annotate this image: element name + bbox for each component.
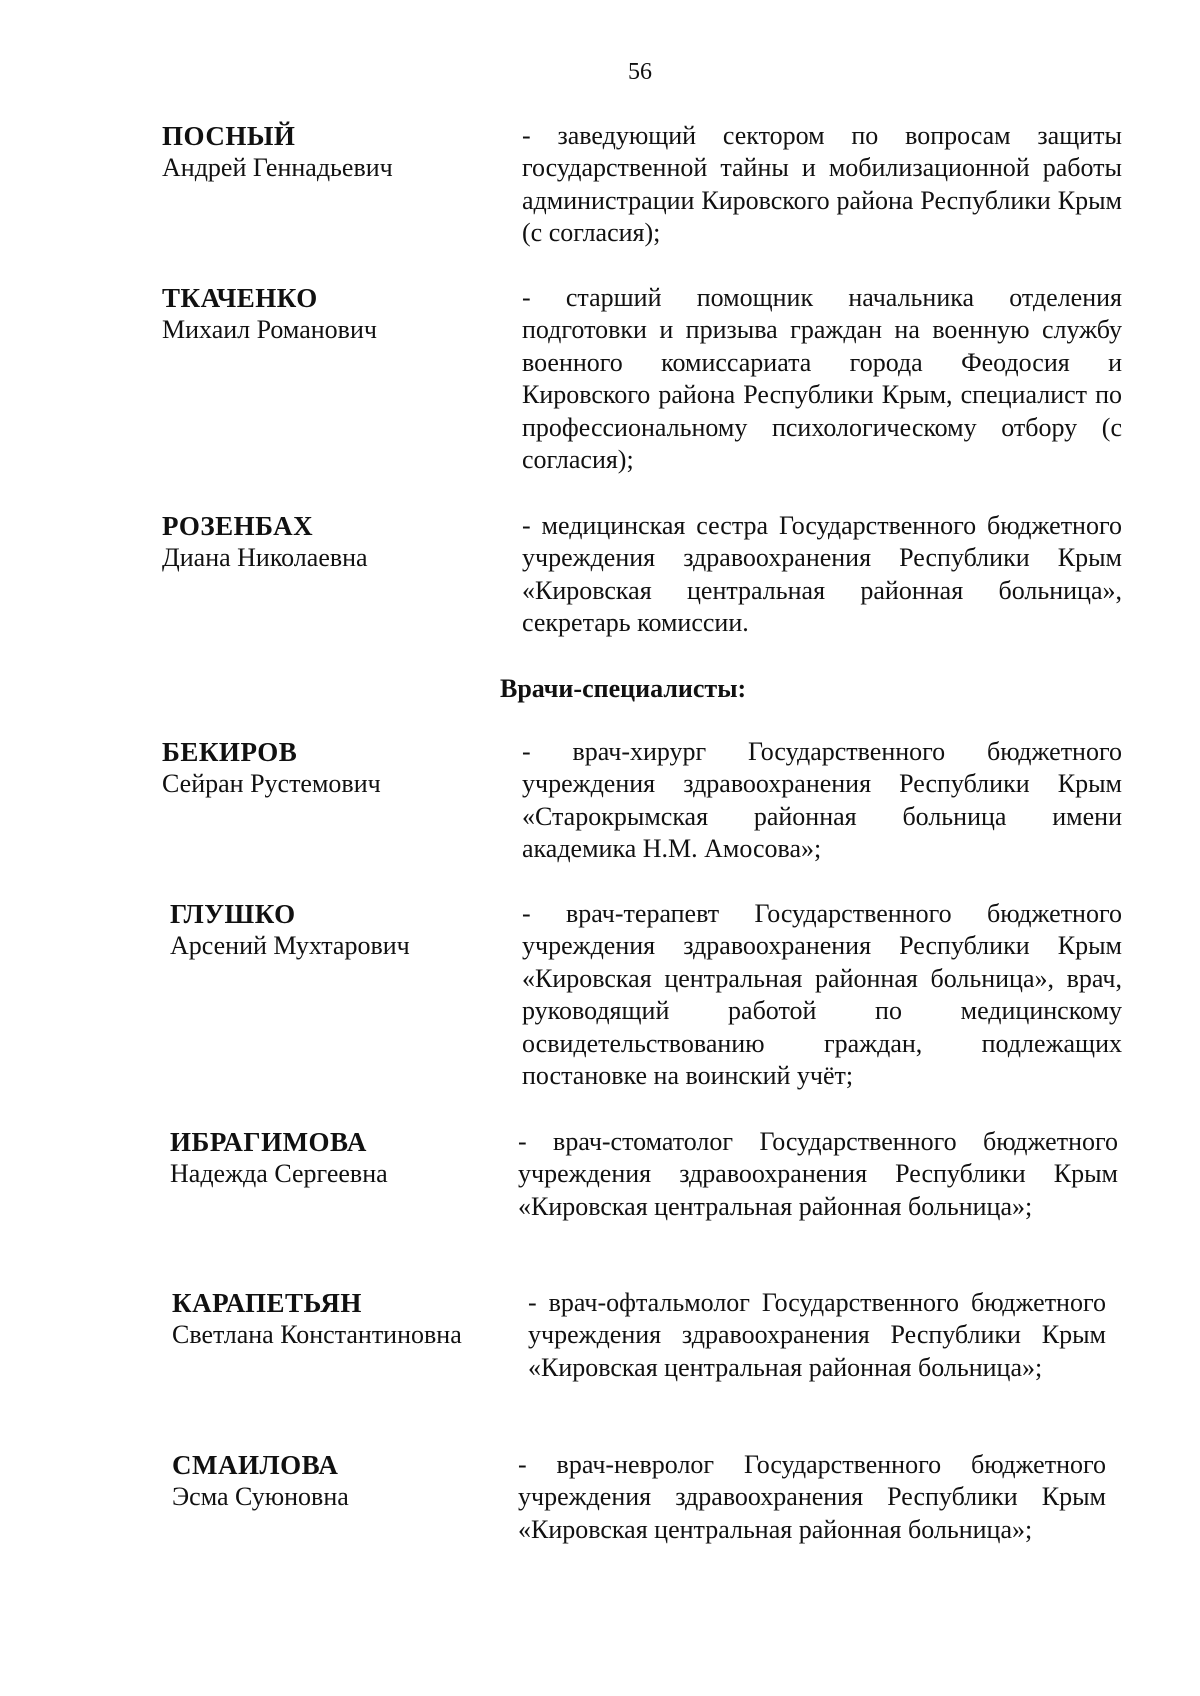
specialist-given-names: Сейран Рустемович — [162, 769, 381, 798]
specialist-surname: ИБРАГИМОВА — [170, 1127, 367, 1157]
member-surname: ПОСНЫЙ — [162, 121, 296, 151]
member-role: - заведующий сектором по вопросам защиты государственной тайны и мобилизационной работы администрации Кировского района Республики Крым (с согласия); — [522, 121, 1122, 248]
specialist-given-names: Надежда Сергеевна — [170, 1159, 388, 1188]
member-role: - старший помощник начальника отделения подготовки и призыва граждан на военную службу военного комиссариата города Феодосия и Кировского района Республики Крым, специалист по профессиональному психологическому отбору (с согласия); — [522, 283, 1122, 475]
section-heading: Врачи-специалисты: — [500, 674, 747, 703]
specialist-surname: ГЛУШКО — [170, 899, 296, 929]
specialist-surname: СМАИЛОВА — [172, 1450, 339, 1480]
member-given-names: Михаил Романович — [162, 315, 377, 344]
member-name — [162, 282, 522, 346]
member-given-names: Андрей Геннадьевич — [162, 153, 393, 182]
specialist-role: - врач-терапевт Государственного бюджетного учреждения здравоохранения Республики Крым «Кировская центральная районная больница», врач, руководящий работой по медицинскому освидетельствованию граждан, подлежащих постановке на воинский учёт; — [522, 899, 1122, 1091]
member-role: - медицинская сестра Государственного бюджетного учреждения здравоохранения Республики Крым «Кировская центральная районная больница», секретарь комиссии. — [522, 511, 1122, 638]
page-number: 56 — [628, 59, 652, 85]
specialist-surname: КАРАПЕТЬЯН — [172, 1288, 362, 1318]
specialist-name — [170, 1126, 530, 1190]
member-surname: ТКАЧЕНКО — [162, 283, 318, 313]
member-name — [162, 510, 522, 574]
specialist-name — [170, 898, 530, 962]
specialist-role: - врач-хирург Государственного бюджетного учреждения здравоохранения Республики Крым «Старокрымская районная больница имени академика Н.М. Амосова»; — [522, 737, 1122, 864]
specialist-surname: БЕКИРОВ — [162, 737, 298, 767]
specialist-given-names: Арсений Мухтарович — [170, 931, 410, 960]
member-surname: РОЗЕНБАХ — [162, 511, 314, 541]
specialist-role: - врач-невролог Государственного бюджетного учреждения здравоохранения Республики Крым «Кировская центральная районная больница»; — [518, 1450, 1106, 1544]
specialist-role: - врач-офтальмолог Государственного бюджетного учреждения здравоохранения Республики Крым «Кировская центральная районная больница»; — [528, 1288, 1106, 1382]
specialist-name — [162, 736, 522, 800]
member-given-names: Диана Николаевна — [162, 543, 368, 572]
specialist-given-names: Светлана Константиновна — [172, 1320, 462, 1349]
specialist-name — [172, 1449, 532, 1513]
specialist-given-names: Эсма Суюновна — [172, 1482, 349, 1511]
specialist-role: - врач-стоматолог Государственного бюджетного учреждения здравоохранения Республики Крым «Кировская центральная районная больница»; — [518, 1127, 1118, 1221]
specialist-name — [172, 1287, 532, 1351]
member-name — [162, 120, 522, 184]
